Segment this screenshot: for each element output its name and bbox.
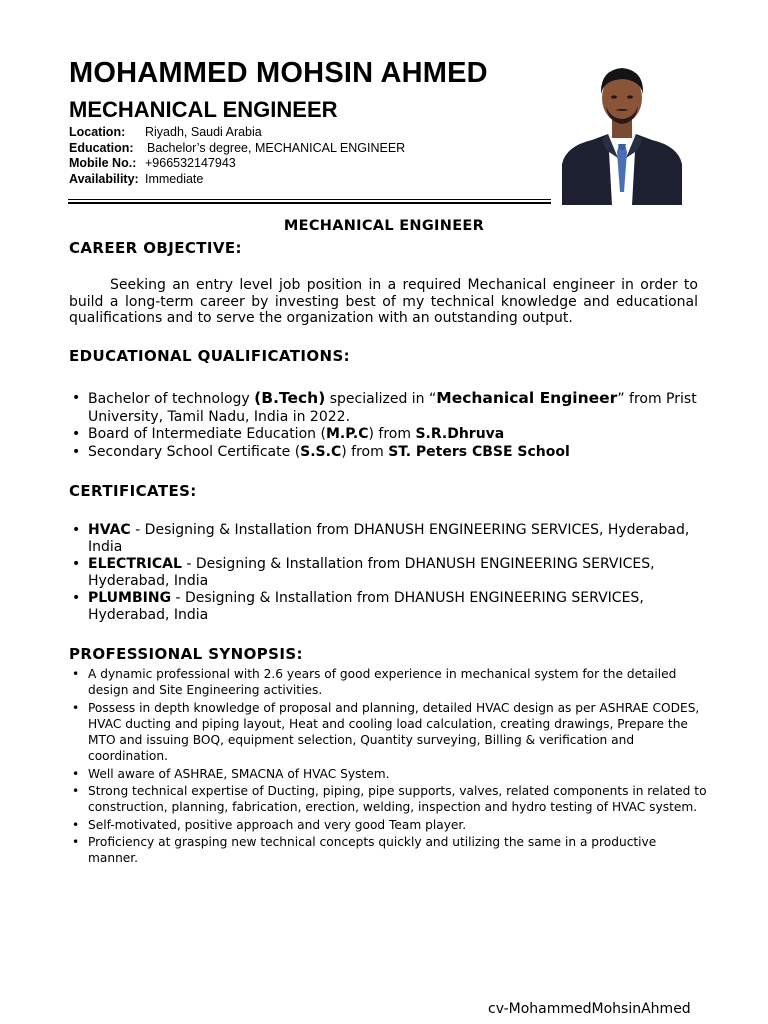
page-footer: cv-MohammedMohsinAhmed bbox=[488, 1001, 691, 1017]
list-item bbox=[70, 766, 710, 782]
header-divider bbox=[68, 199, 551, 200]
institution-name: ST. Peters CBSE School bbox=[388, 443, 570, 460]
bullet-icon: • bbox=[72, 590, 81, 606]
availability-label: Availability: bbox=[69, 171, 139, 186]
certificate-title: ELECTRICAL bbox=[88, 556, 182, 572]
profile-photo bbox=[562, 60, 682, 205]
list-item bbox=[70, 817, 710, 833]
edu-text: Secondary School Certificate ( bbox=[88, 443, 301, 460]
list-item bbox=[70, 700, 710, 765]
bullet-icon: • bbox=[72, 784, 80, 799]
location-row bbox=[69, 125, 405, 141]
synopsis-text: Strong technical expertise of Ducting, piping, pipe supports, valves, related components in related to construction, planning, fabrication, erection, welding, inspection and hydro testing of HVAC system. bbox=[88, 784, 707, 815]
bullet-icon: • bbox=[72, 667, 80, 681]
availability-value: Immediate bbox=[145, 171, 204, 186]
list-item bbox=[70, 834, 710, 867]
synopsis-text: A dynamic professional with 2.6 years of good experience in mechanical system for the detailed design and Site Engineering activities. bbox=[88, 667, 677, 698]
list-item bbox=[70, 666, 710, 699]
education-list bbox=[70, 390, 710, 461]
list-item bbox=[70, 426, 710, 444]
certificates-heading: CERTIFICATES: bbox=[69, 482, 197, 500]
location-value: Riyadh, Saudi Arabia bbox=[145, 125, 262, 139]
education-label: Education: bbox=[69, 140, 134, 155]
edu-text: ” from Prist University, Tamil Nadu, India in 2022. bbox=[88, 391, 697, 425]
certificate-detail: - Designing & Installation from DHANUSH ENGINEERING SERVICES, Hyderabad, India bbox=[88, 590, 644, 623]
certificate-title: HVAC bbox=[88, 522, 131, 538]
mobile-label: Mobile No.: bbox=[69, 156, 137, 170]
synopsis-text: Proficiency at grasping new technical concepts quickly and utilizing the same in a productive manner. bbox=[88, 834, 657, 866]
bullet-icon: • bbox=[72, 834, 80, 849]
bullet-icon: • bbox=[72, 556, 81, 572]
list-item bbox=[70, 444, 710, 462]
list-item bbox=[70, 590, 710, 624]
certificate-detail: - Designing & Installation from DHANUSH ENGINEERING SERVICES, Hyderabad, India bbox=[88, 522, 690, 555]
certificate-detail: - Designing & Installation from DHANUSH ENGINEERING SERVICES, Hyderabad, India bbox=[88, 556, 655, 589]
edu-text: Bachelor of technology bbox=[88, 391, 255, 407]
education-value: Bachelor’s degree, MECHANICAL ENGINEER bbox=[147, 140, 406, 155]
list-item bbox=[70, 522, 710, 556]
degree-name: (B.Tech) bbox=[254, 389, 326, 407]
stream-name: S.S.C bbox=[300, 443, 342, 460]
list-item bbox=[70, 390, 710, 426]
specialization: Mechanical Engineer bbox=[436, 389, 618, 407]
education-heading: EDUCATIONAL QUALIFICATIONS: bbox=[69, 347, 351, 365]
career-objective-heading: CAREER OBJECTIVE: bbox=[69, 239, 242, 257]
list-item bbox=[70, 556, 710, 590]
edu-text: Board of Intermediate Education ( bbox=[88, 426, 326, 442]
bullet-icon: • bbox=[72, 522, 81, 538]
mobile-value: +966532147943 bbox=[145, 156, 236, 170]
bullet-icon: • bbox=[72, 390, 81, 406]
bullet-icon: • bbox=[72, 443, 81, 460]
stream-name: M.P.C bbox=[325, 426, 369, 442]
bullet-icon: • bbox=[72, 700, 80, 715]
candidate-name: MOHAMMED MOHSIN AHMED bbox=[69, 57, 488, 89]
synopsis-text: Possess in depth knowledge of proposal and planning, detailed HVAC design as per ASHRAE CODES, HVAC ducting and piping layout, Heat and cooling load calculation, creating drawings, Prepare the MTO and issuing BOQ, equipment selection, Quantity surveying, Billing & verification and coordination. bbox=[88, 700, 700, 764]
edu-text: ) from bbox=[368, 426, 416, 442]
contact-details bbox=[69, 125, 405, 187]
edu-text: ) from bbox=[341, 443, 389, 460]
location-label: Location: bbox=[69, 125, 126, 139]
header-divider-thick bbox=[68, 202, 551, 204]
synopsis-heading: PROFESSIONAL SYNOPSIS: bbox=[69, 645, 303, 663]
synopsis-text: Well aware of ASHRAE, SMACNA of HVAC System. bbox=[88, 766, 390, 781]
bullet-icon: • bbox=[72, 766, 80, 781]
career-objective-text: Seeking an entry level job position in a required Mechanical engineer in order to build a long-term career by investing best of my technical knowledge and educational qualifications and to serve the organization with an outstanding output. bbox=[69, 277, 698, 326]
availability-row bbox=[69, 172, 405, 188]
synopsis-text: Self-motivated, positive approach and very good Team player. bbox=[88, 817, 467, 832]
synopsis-list bbox=[70, 666, 710, 868]
certificate-title: PLUMBING bbox=[88, 590, 172, 606]
document-heading: MECHANICAL ENGINEER bbox=[283, 218, 485, 234]
edu-text: specialized in “ bbox=[325, 391, 437, 407]
bullet-icon: • bbox=[72, 426, 81, 442]
candidate-role: MECHANICAL ENGINEER bbox=[69, 97, 338, 122]
list-item bbox=[70, 783, 710, 816]
certificates-list bbox=[70, 522, 710, 624]
education-row bbox=[69, 141, 405, 157]
institution-name: S.R.Dhruva bbox=[415, 426, 505, 442]
mobile-row bbox=[69, 156, 405, 172]
bullet-icon: • bbox=[72, 817, 80, 832]
